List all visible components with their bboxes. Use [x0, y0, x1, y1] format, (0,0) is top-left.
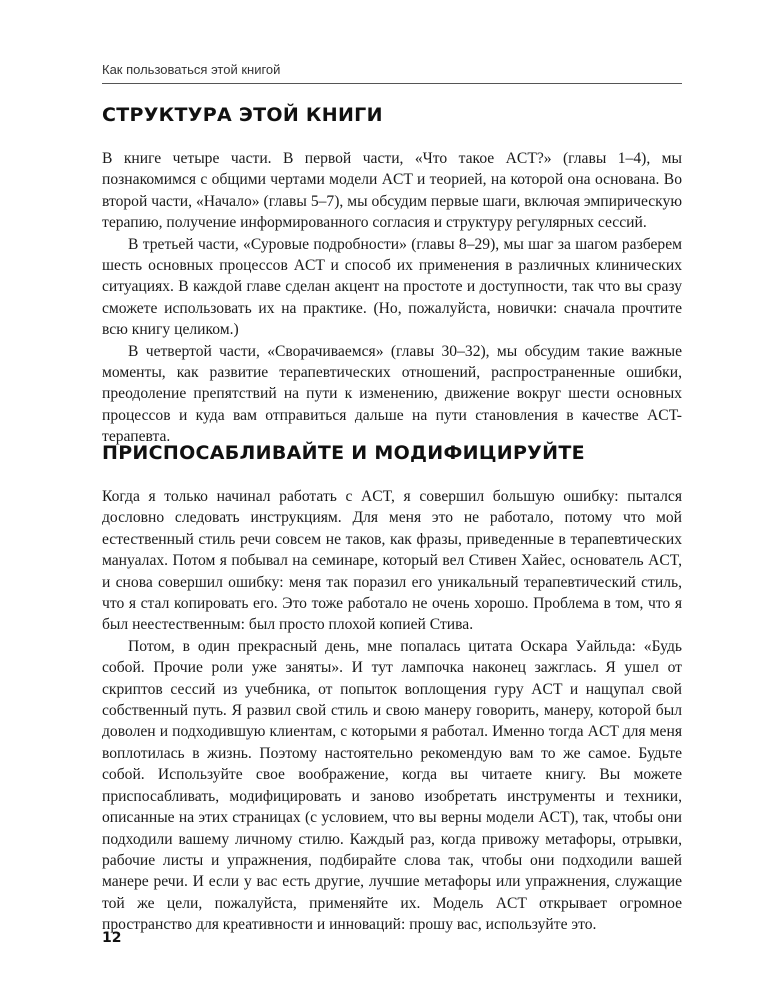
header-rule	[102, 83, 682, 84]
section-heading-adapt: ПРИСПОСАБЛИВАЙТЕ И МОДИФИЦИРУЙТЕ	[102, 442, 585, 464]
paragraph: Потом, в один прекрасный день, мне попалась цитата Оскара Уайльда: «Будь собой. Прочие роли уже заняты». И тут лампочка наконец зажглась. Я ушел от скриптов сессий из учебника, от попыток воплощения гуру ACT и нащупал свой собственный путь. Я развил свой стиль и свою манеру говорить, манеру, которой был доволен и подходившую клиентам, с которыми я работал. Именно тогда ACT для меня воплотилась в жизнь. Поэтому настоятельно рекомендую вам то же самое. Будьте собой. Используйте свое воображение, когда вы читаете книгу. Вы можете приспосабливать, модифицировать и заново изобретать инструменты и техники, описанные на этих страницах (с условием, что вы верны модели ACT), так, чтобы они подходили вашему личному стилю. Каждый раз, когда привожу метафоры, отрывки, рабочие листы и упражнения, подбирайте слова так, чтобы они подходили вашей манере речи. И если у вас есть другие, лучшие метафоры или упражнения, служащие той же цели, пожалуйста, применяйте их. Модель ACT открывает огромное пространство для креативности и инноваций: прошу вас, используйте это.	[102, 637, 682, 934]
section-heading-structure: СТРУКТУРА ЭТОЙ КНИГИ	[102, 104, 383, 126]
paragraph: В книге четыре части. В первой части, «Что такое ACT?» (главы 1–4), мы познакомимся с общими чертами модели ACT и теорией, на которой она основана. Во второй части, «Начало» (главы 5–7), мы обсудим первые шаги, включая эмпирическую терапию, получение информированного согласия и структуру регулярных сессий.	[102, 150, 682, 232]
page-number: 12	[102, 930, 122, 946]
paragraph: В четвертой части, «Сворачиваемся» (главы 30–32), мы обсудим такие важные моменты, как развитие терапевтических отношений, распространенные ошибки, преодоление препятствий на пути к изменению, движение вокруг шести основных процессов и куда вам отправиться дальше на пути становления в качестве ACT-терапевта.	[102, 342, 682, 446]
section-body-structure	[102, 148, 682, 448]
running-header: Как пользоваться этой книгой	[102, 62, 281, 77]
paragraph: В третьей части, «Суровые подробности» (главы 8–29), мы шаг за шагом разберем шесть основных процессов ACT и способ их применения в различных клинических ситуациях. В каждой главе сделан акцент на простоте и доступности, так что вы сразу сможете использовать их на практике. (Но, пожалуйста, новички: сначала прочтите всю книгу целиком.)	[102, 235, 682, 339]
paragraph: Когда я только начинал работать с ACT, я совершил большую ошибку: пытался дословно следовать инструкциям. Для меня это не работало, потому что мой естественный стиль речи совсем не таков, как фразы, приведенные в терапевтических мануалах. Потом я побывал на семинаре, который вел Стивен Хайес, основатель ACT, и снова совершил ошибку: меня так поразил его уникальный терапевтический стиль, что я стал копировать его. Это тоже работало не очень хорошо. Проблема в том, что я был неестественным: был просто плохой копией Стива.	[102, 488, 682, 634]
section-body-adapt	[102, 486, 682, 936]
